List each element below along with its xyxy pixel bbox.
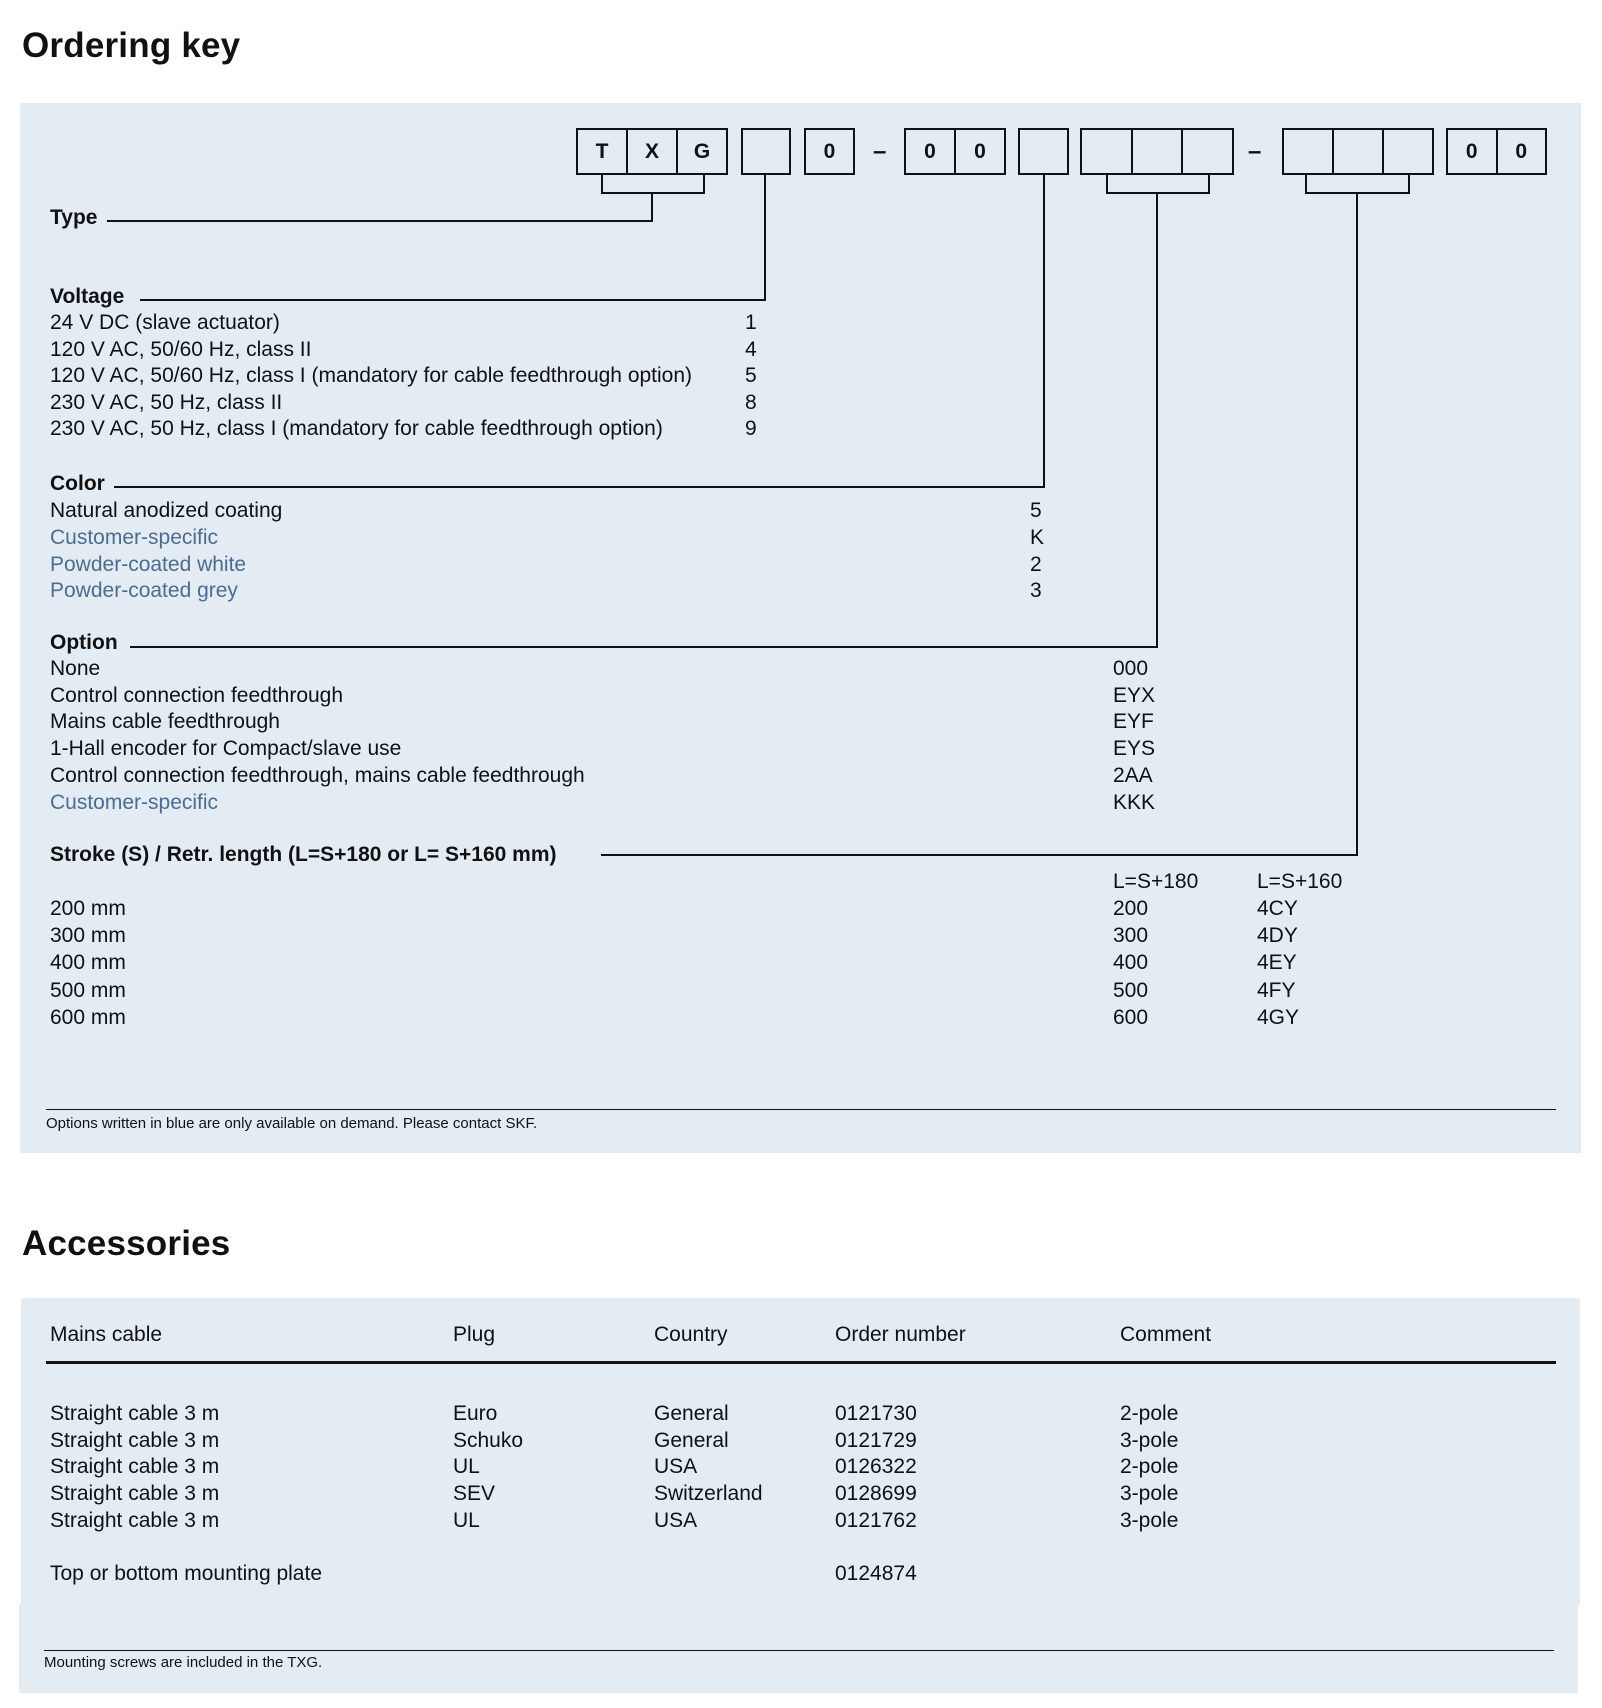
stroke-code-cell — [1284, 130, 1332, 173]
stroke-option-text: 300 mm — [50, 924, 126, 948]
fixed-zero-box — [804, 128, 855, 175]
table-cell-order-number: 0121730 — [835, 1402, 917, 1425]
stroke-code-box — [1282, 128, 1434, 175]
stroke-code-180: 200 — [1113, 897, 1149, 920]
stroke-connector-horizontal — [601, 854, 1358, 856]
stroke-option-text: 600 mm — [50, 1005, 126, 1029]
table-cell-plug: Euro — [453, 1402, 498, 1425]
stroke-code-cell — [1382, 130, 1432, 173]
stroke-code-180: 400 — [1113, 951, 1149, 975]
code-separator-2: – — [1248, 138, 1262, 165]
table-cell-plug: UL — [453, 1455, 480, 1479]
stroke-code-160: 4EY — [1257, 951, 1297, 975]
ordering-key-footnote-rule — [46, 1109, 1556, 1110]
table-cell-plug: UL — [453, 1508, 480, 1532]
table-cell-country: Switzerland — [654, 1482, 763, 1506]
voltage-label: Voltage — [50, 284, 130, 310]
type-connector-vertical — [651, 192, 653, 222]
type-code-box — [576, 128, 728, 175]
voltage-code-cell — [743, 130, 789, 173]
option-code-cell — [1082, 130, 1131, 173]
stroke-label: Stroke (S) / Retr. length (L=S+180 or L= S+160 mm) — [50, 842, 563, 868]
mounting-plate-name: Top or bottom mounting plate — [50, 1562, 322, 1585]
accessories-title: Accessories — [22, 1224, 231, 1263]
table-cell-plug: SEV — [453, 1482, 496, 1506]
voltage-connector-horizontal — [140, 299, 766, 301]
table-cell-comment: 2-pole — [1120, 1402, 1179, 1425]
color-label: Color — [50, 471, 111, 497]
voltage-connector-vertical — [764, 175, 766, 301]
option-text: Control connection feedthrough — [50, 683, 344, 707]
voltage-option-text: 120 V AC, 50/60 Hz, class II — [50, 337, 312, 361]
stroke-col-header-180: L=S+180 — [1113, 870, 1199, 893]
accessories-footnote: Mounting screws are included in the TXG. — [44, 1654, 323, 1671]
code-separator-1: – — [873, 138, 887, 165]
ordering-key-panel — [20, 103, 1581, 1153]
voltage-option-code: 9 — [745, 417, 757, 440]
table-cell-order-number: 0121762 — [835, 1508, 917, 1532]
option-text: None — [50, 657, 101, 680]
table-cell-order-number: 0128699 — [835, 1482, 917, 1506]
table-cell-mains-cable: Straight cable 3 m — [50, 1428, 220, 1452]
option-code: 000 — [1113, 657, 1149, 680]
stroke-code-160: 4GY — [1257, 1005, 1300, 1029]
voltage-code-box — [741, 128, 791, 175]
stroke-code-180: 300 — [1113, 924, 1149, 948]
option-code-cell — [1181, 130, 1232, 173]
table-cell-plug: Schuko — [453, 1428, 524, 1452]
stroke-option-text: 400 mm — [50, 951, 126, 975]
column-header-country: Country — [654, 1323, 728, 1346]
fixed-zero-cell: 0 — [954, 130, 1004, 173]
table-cell-order-number: 0121729 — [835, 1428, 917, 1452]
table-cell-comment: 2-pole — [1120, 1455, 1179, 1479]
voltage-option-text: 24 V DC (slave actuator) — [50, 311, 280, 334]
table-cell-order-number: 0126322 — [835, 1455, 917, 1479]
stroke-option-text: 500 mm — [50, 978, 126, 1002]
stroke-code-160: 4FY — [1257, 978, 1296, 1002]
color-code-cell — [1020, 130, 1067, 173]
stroke-code-160: 4CY — [1257, 897, 1298, 920]
stroke-code-180: 500 — [1113, 978, 1149, 1002]
column-header-comment: Comment — [1120, 1323, 1212, 1346]
type-label: Type — [50, 205, 103, 231]
table-cell-mains-cable: Straight cable 3 m — [50, 1482, 220, 1506]
type-bracket-bar — [601, 192, 705, 194]
table-cell-comment: 3-pole — [1120, 1482, 1179, 1506]
ordering-key-footnote: Options written in blue are only available on demand. Please contact SKF. — [46, 1115, 538, 1132]
color-connector-horizontal — [114, 486, 1045, 488]
voltage-option-code: 4 — [745, 337, 757, 361]
code-cell-t: T — [595, 139, 609, 163]
code-cell-x: X — [626, 130, 676, 173]
option-code-cell — [1131, 130, 1182, 173]
stroke-option-text: 200 mm — [50, 897, 126, 920]
color-option-code: 2 — [1030, 552, 1042, 576]
option-label: Option — [50, 630, 124, 656]
option-text: Mains cable feedthrough — [50, 710, 280, 734]
color-option-text: Powder-coated white — [50, 552, 247, 576]
table-cell-mains-cable: Straight cable 3 m — [50, 1455, 220, 1479]
color-option-code: 5 — [1030, 499, 1042, 522]
table-cell-country: USA — [654, 1508, 698, 1532]
color-option-text: Customer-specific — [50, 525, 219, 549]
accessories-panel — [21, 1298, 1580, 1605]
fixed-zero-cell: 0 — [924, 139, 936, 163]
stroke-code-cell — [1332, 130, 1382, 173]
option-code: KKK — [1113, 790, 1156, 814]
option-code: 2AA — [1113, 763, 1153, 787]
column-header-mains-cable: Mains cable — [50, 1323, 163, 1346]
voltage-option-code: 8 — [745, 390, 757, 414]
accessories-footnote-rule — [44, 1650, 1554, 1651]
column-header-plug: Plug — [453, 1323, 496, 1346]
color-option-code: K — [1030, 525, 1045, 549]
stroke-connector-vertical — [1356, 192, 1358, 856]
stroke-code-160: 4DY — [1257, 924, 1298, 948]
code-cell-g: G — [676, 130, 726, 173]
fixed-zeros-box-1 — [904, 128, 1006, 175]
fixed-zero-cell: 0 — [1496, 130, 1546, 173]
type-connector-horizontal — [107, 220, 653, 222]
option-text: Control connection feedthrough, mains cable feedthrough — [50, 763, 585, 787]
color-option-text: Powder-coated grey — [50, 579, 238, 603]
table-cell-country: General — [654, 1428, 729, 1452]
table-cell-country: USA — [654, 1455, 698, 1479]
option-code: EYS — [1113, 737, 1156, 761]
table-cell-mains-cable: Straight cable 3 m — [50, 1508, 220, 1532]
voltage-option-text: 230 V AC, 50 Hz, class II — [50, 390, 283, 414]
voltage-option-text: 230 V AC, 50 Hz, class I (mandatory for cable feedthrough option) — [50, 417, 663, 440]
stroke-col-header-160: L=S+160 — [1257, 870, 1343, 893]
ordering-key-title: Ordering key — [22, 26, 241, 65]
fixed-zeros-box-2 — [1446, 128, 1547, 175]
voltage-option-code: 5 — [745, 364, 757, 387]
voltage-option-code: 1 — [745, 311, 757, 334]
accessories-panel-lower — [19, 1604, 1578, 1693]
fixed-zero-cell: 0 — [823, 139, 836, 163]
voltage-option-text: 120 V AC, 50/60 Hz, class I (mandatory for cable feedthrough option) — [50, 364, 693, 387]
color-connector-vertical — [1043, 175, 1045, 488]
accessories-header-rule — [46, 1361, 1556, 1364]
option-text: Customer-specific — [50, 790, 219, 814]
table-cell-comment: 3-pole — [1120, 1508, 1179, 1532]
option-code-box — [1080, 128, 1234, 175]
mounting-plate-order-number: 0124874 — [835, 1562, 917, 1585]
option-bracket-bar — [1106, 192, 1210, 194]
color-option-code: 3 — [1030, 579, 1042, 603]
table-cell-mains-cable: Straight cable 3 m — [50, 1402, 220, 1425]
option-connector-horizontal — [130, 646, 1158, 648]
stroke-code-180: 600 — [1113, 1005, 1149, 1029]
option-connector-vertical — [1156, 192, 1158, 648]
option-text: 1-Hall encoder for Compact/slave use — [50, 737, 402, 761]
option-code: EYF — [1113, 710, 1154, 734]
table-cell-comment: 3-pole — [1120, 1428, 1179, 1452]
color-option-text: Natural anodized coating — [50, 499, 283, 522]
column-header-order-number: Order number — [835, 1323, 966, 1346]
option-code: EYX — [1113, 683, 1156, 707]
fixed-zero-cell: 0 — [1465, 139, 1478, 163]
color-code-box — [1018, 128, 1069, 175]
table-cell-country: General — [654, 1402, 729, 1425]
